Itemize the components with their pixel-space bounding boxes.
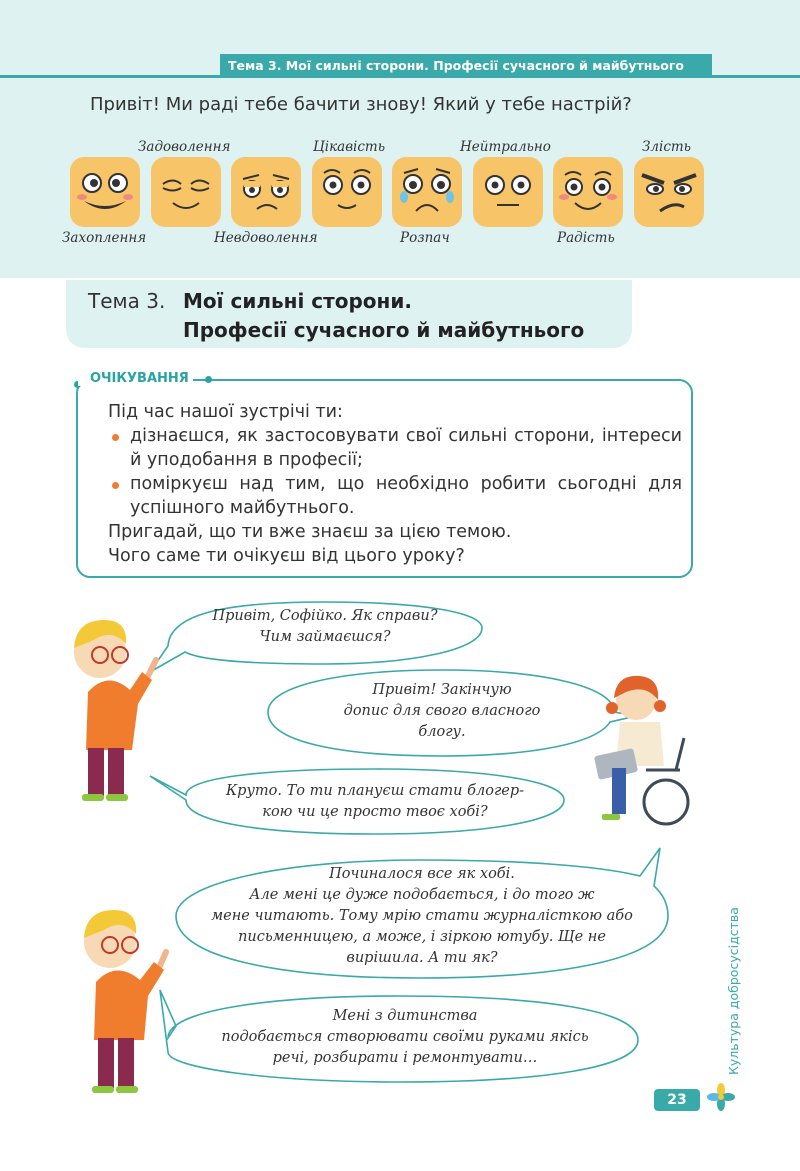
dialogue-line: письменницею, а може, і зіркою ютубу. Ще не — [238, 929, 606, 945]
dialogue-line: кою чи це просто твоє хобі? — [262, 804, 488, 820]
dialogue-line: Круто. То ти плануєш стати блогер- — [225, 783, 525, 799]
theme-title-line-2: Професії сучасного й майбутнього — [183, 318, 585, 342]
expectations-intro: Під час нашої зустрічі ти: — [108, 402, 343, 422]
expectations-heading: ОЧІКУВАННЯ — [78, 371, 193, 386]
dialogue-text-2 — [292, 680, 592, 743]
dialogue-line: блогу. — [418, 724, 466, 740]
side-section-label: Культура добросусідства — [726, 907, 741, 1075]
emotion-label-discontent: Невдоволення — [214, 230, 318, 246]
dialogue-line: Привіт! Закінчую — [372, 682, 512, 698]
emotion-label-curiosity: Цікавість — [313, 139, 386, 155]
expectations-line: Пригадай, що ти вже знаєш за цією темою. — [108, 522, 512, 542]
dialogue-line: Мені з дитинства — [332, 1008, 478, 1024]
dialogue-text-1 — [175, 606, 475, 648]
dialogue-line: мене читають. Тому мрію стати журналісткою або — [211, 908, 633, 924]
dialogue-line: допис для свого власного — [343, 703, 541, 719]
running-header: Тема 3. Мої сильні сторони. Професії сучасного й майбутнього — [220, 54, 712, 78]
theme-title-line-1: Мої сильні сторони. — [183, 289, 412, 313]
emotion-label-satisfaction: Задоволення — [138, 139, 231, 155]
girl-wheelchair-character — [594, 676, 688, 824]
dialogue-line: Привіт, Софійко. Як справи? — [212, 608, 438, 624]
expectations-bullet: дізнаєшся, як застосовувати свої сильні сторони, інтереси й уподобання в професії; — [108, 424, 682, 472]
boy-character-1 — [74, 620, 156, 801]
dialogue-line: Але мені це дуже подобається, і до того ж — [249, 887, 595, 903]
dialogue-line: подобається створювати своїми руками якісь — [221, 1029, 589, 1045]
emotion-label-anger: Злість — [642, 139, 692, 155]
dialogue-line: вирішила. А ти як? — [346, 950, 498, 966]
flower-logo-icon — [707, 1083, 735, 1111]
emotion-label-delight: Захоплення — [62, 230, 147, 246]
dialogue-line: Чим займаєшся? — [259, 629, 391, 645]
emotion-label-despair: Розпач — [400, 230, 450, 246]
page-number: 23 — [654, 1089, 700, 1111]
dialogue-line: речі, розбирати і ремонтувати… — [272, 1050, 538, 1066]
dialogue-text-3 — [186, 781, 564, 823]
dialogue-text-5 — [190, 1006, 620, 1069]
dialogue-line: Починалося все як хобі. — [329, 866, 515, 882]
expectations-line: Чого саме ти очікуєш від цього уроку? — [108, 546, 465, 566]
dialogue-text-4 — [180, 864, 664, 969]
boy-character-2 — [84, 910, 166, 1093]
expectations-bullet: поміркуєш над тим, що необхідно робити сьогодні для успішного майбутнього. — [108, 472, 682, 520]
greeting-text: Привіт! Ми раді тебе бачити знову! Який у тебе настрій? — [90, 94, 632, 115]
emotion-label-joy: Радість — [557, 230, 615, 246]
emotion-label-neutral: Нейтрально — [460, 139, 551, 155]
theme-number: Тема 3. — [88, 289, 166, 313]
